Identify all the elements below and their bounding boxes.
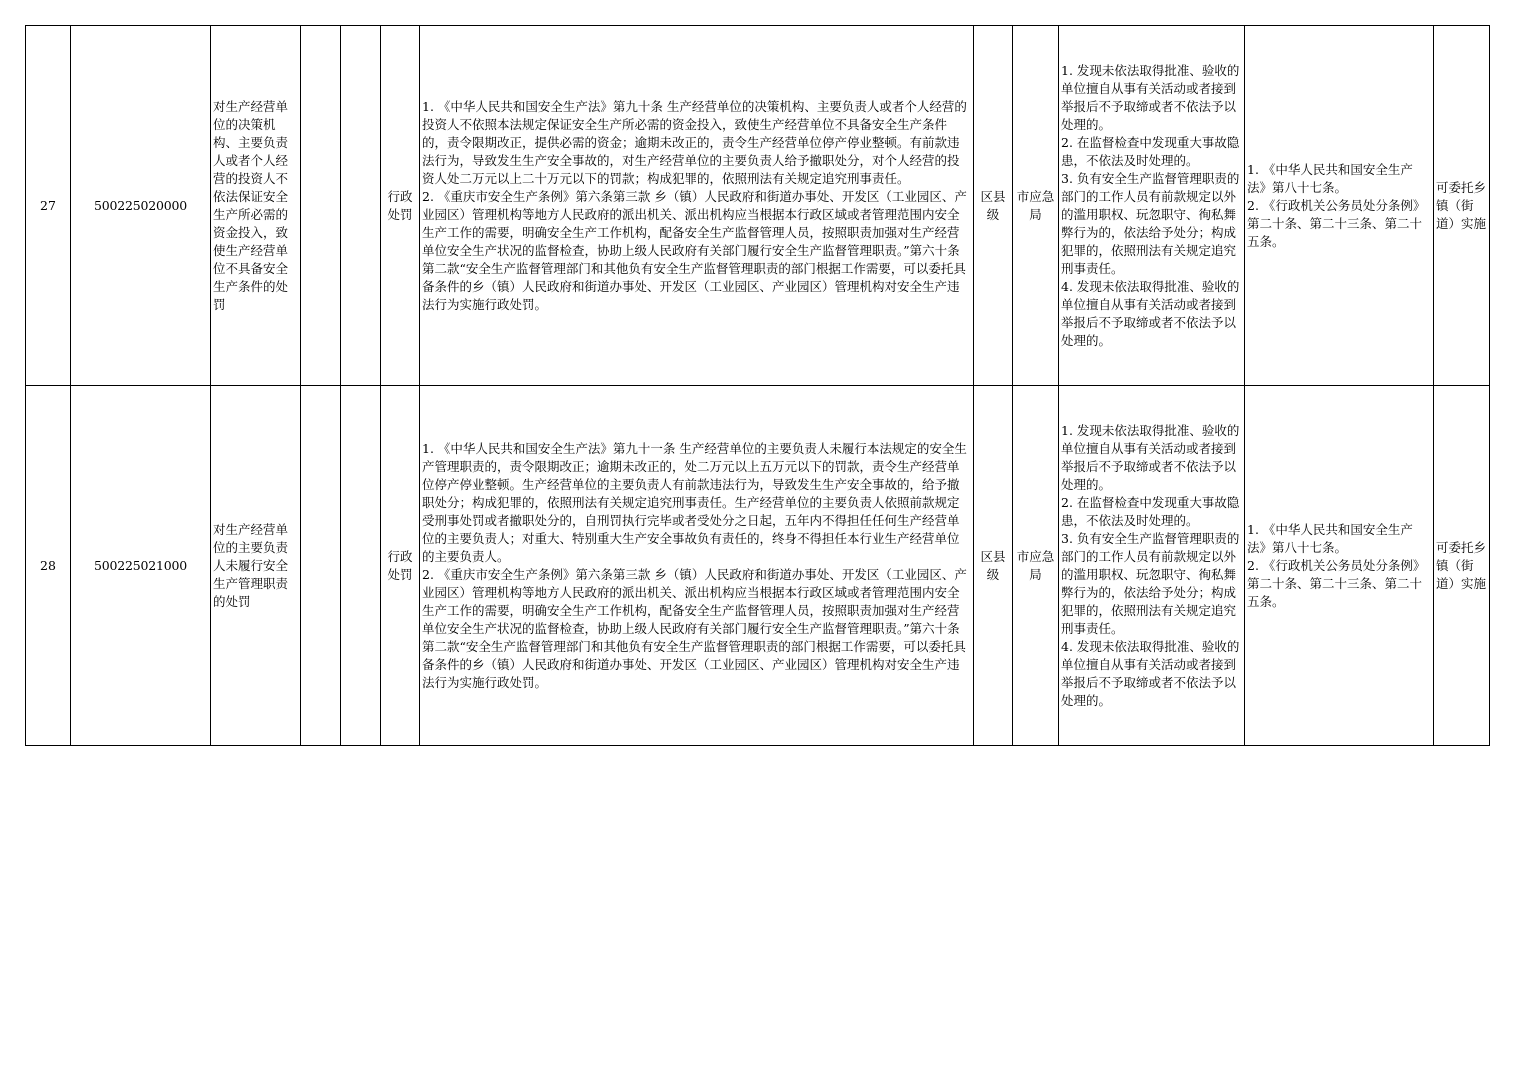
item-type: 行政处罚 — [381, 386, 420, 746]
accountability-situations — [1059, 26, 1245, 386]
responsibility-item: 4. 发现未依法取得批准、验收的单位擅自从事有关活动或者接到举报后不予取缔或者不依法予以处理的。 — [1061, 638, 1240, 708]
row-number: 28 — [26, 386, 71, 746]
implementing-department: 市应急局 — [1013, 26, 1059, 386]
legal-basis-clause: 2. 《重庆市安全生产条例》第六条第三款 乡（镇）人民政府和街道办事处、开发区（工业园区、产业园区）管理机构等地方人民政府的派出机关、派出机构应当根据本行政区域或者管理范围内安全生产工作的需要，明确安全生产工作机构，配备安全生产监督管理人员，按照职责加强对生产经营单位安全生产状况的监督检查，协助上级人民政府有关部门履行安全生产监督管理职责。”第六十条第二款“安全生产监督管理部门和其他负有安全生产监督管理职责的部门根据工作需要，可以委托具备条件的乡（镇）人民政府和街道办事处、开发区（工业园区、产业园区）管理机构对安全生产违法行为实施行政处罚。 — [422, 566, 967, 690]
legal-basis — [420, 26, 974, 386]
responsibility-item: 4. 发现未依法取得批准、验收的单位擅自从事有关活动或者接到举报后不予取缔或者不依法予以处理的。 — [1061, 278, 1240, 348]
legal-basis — [420, 386, 974, 746]
implementing-department: 市应急局 — [1013, 386, 1059, 746]
responsibility-item: 2. 在监督检查中发现重大事故隐患，不依法及时处理的。 — [1061, 134, 1240, 168]
remark: 可委托乡镇（街道）实施 — [1434, 386, 1490, 746]
accountability-item: 2. 《行政机关公务员处分条例》第二十条、第二十三条、第二十五条。 — [1247, 557, 1426, 609]
row-number: 27 — [26, 26, 71, 386]
item-code: 500225020000 — [71, 26, 211, 386]
accountability-item: 1. 《中华人民共和国安全生产法》第八十七条。 — [1247, 161, 1413, 195]
responsibility-item: 1. 发现未依法取得批准、验收的单位擅自从事有关活动或者接到举报后不予取缔或者不依法予以处理的。 — [1061, 62, 1240, 132]
sub-item-cell — [301, 26, 341, 386]
exercise-level: 区县级 — [974, 386, 1013, 746]
exercise-level: 区县级 — [974, 26, 1013, 386]
remark: 可委托乡镇（街道）实施 — [1434, 26, 1490, 386]
accountability-basis — [1245, 26, 1434, 386]
accountability-basis — [1245, 386, 1434, 746]
legal-basis-clause: 1. 《中华人民共和国安全生产法》第九十一条 生产经营单位的主要负责人未履行本法规定的安全生产管理职责的，责令限期改正；逾期未改正的，处二万元以上五万元以下的罚款，责令生产经营单位停产停业整顿。生产经营单位的主要负责人有前款违法行为，导致发生生产安全事故的，给予撤职处分；构成犯罪的，依照刑法有关规定追究刑事责任。生产经营单位的主要负责人依照前款规定受刑事处罚或者撤职处分的，自刑罚执行完毕或者受处分之日起，五年内不得担任任何生产经营单位的主要负责人；对重大、特别重大生产安全事故负有责任的，终身不得担任本行业生产经营单位的主要负责人。 — [422, 440, 967, 564]
legal-basis-clause: 1. 《中华人民共和国安全生产法》第九十条 生产经营单位的决策机构、主要负责人或者个人经营的投资人不依照本法规定保证安全生产所必需的资金投入，致使生产经营单位不具备安全生产条件的，责令限期改正，提供必需的资金；逾期未改正的，责令生产经营单位停产停业整顿。有前款违法行为，导致发生生产安全事故的，对生产经营单位的主要负责人给予撤职处分，对个人经营的投资人处二万元以上二十万元以下的罚款；构成犯罪的，依照刑法有关规定追究刑事责任。 — [422, 98, 967, 186]
accountability-situations — [1059, 386, 1245, 746]
responsibility-item: 1. 发现未依法取得批准、验收的单位擅自从事有关活动或者接到举报后不予取缔或者不依法予以处理的。 — [1061, 422, 1240, 492]
item-name: 对生产经营单位的决策机构、主要负责人或者个人经营的投资人不依法保证安全生产所必需的资金投入，致使生产经营单位不具备安全生产条件的处罚 — [211, 26, 301, 386]
table-row — [26, 386, 1490, 746]
accountability-item: 1. 《中华人民共和国安全生产法》第八十七条。 — [1247, 521, 1413, 555]
responsibility-item: 3. 负有安全生产监督管理职责的部门的工作人员有前款规定以外的滥用职权、玩忽职守、徇私舞弊行为的，依法给予处分；构成犯罪的，依照刑法有关规定追究刑事责任。 — [1061, 530, 1240, 636]
item-name: 对生产经营单位的主要负责人未履行安全生产管理职责的处罚 — [211, 386, 301, 746]
responsibility-item: 2. 在监督检查中发现重大事故隐患，不依法及时处理的。 — [1061, 494, 1240, 528]
responsibility-item: 3. 负有安全生产监督管理职责的部门的工作人员有前款规定以外的滥用职权、玩忽职守、徇私舞弊行为的，依法给予处分；构成犯罪的，依照刑法有关规定追究刑事责任。 — [1061, 170, 1240, 276]
item-code: 500225021000 — [71, 386, 211, 746]
legal-basis-clause: 2. 《重庆市安全生产条例》第六条第三款 乡（镇）人民政府和街道办事处、开发区（工业园区、产业园区）管理机构等地方人民政府的派出机关、派出机构应当根据本行政区域或者管理范围内安全生产工作的需要，明确安全生产工作机构，配备安全生产监督管理人员，按照职责加强对生产经营单位安全生产状况的监督检查，协助上级人民政府有关部门履行安全生产监督管理职责。”第六十条第二款“安全生产监督管理部门和其他负有安全生产监督管理职责的部门根据工作需要，可以委托具备条件的乡（镇）人民政府和街道办事处、开发区（工业园区、产业园区）管理机构对安全生产违法行为实施行政处罚。 — [422, 188, 967, 312]
sub-item-cell — [341, 26, 381, 386]
accountability-item: 2. 《行政机关公务员处分条例》第二十条、第二十三条、第二十五条。 — [1247, 197, 1426, 249]
item-type: 行政处罚 — [381, 26, 420, 386]
table-row — [26, 26, 1490, 386]
sub-item-cell — [341, 386, 381, 746]
power-list-table — [25, 25, 1490, 746]
sub-item-cell — [301, 386, 341, 746]
